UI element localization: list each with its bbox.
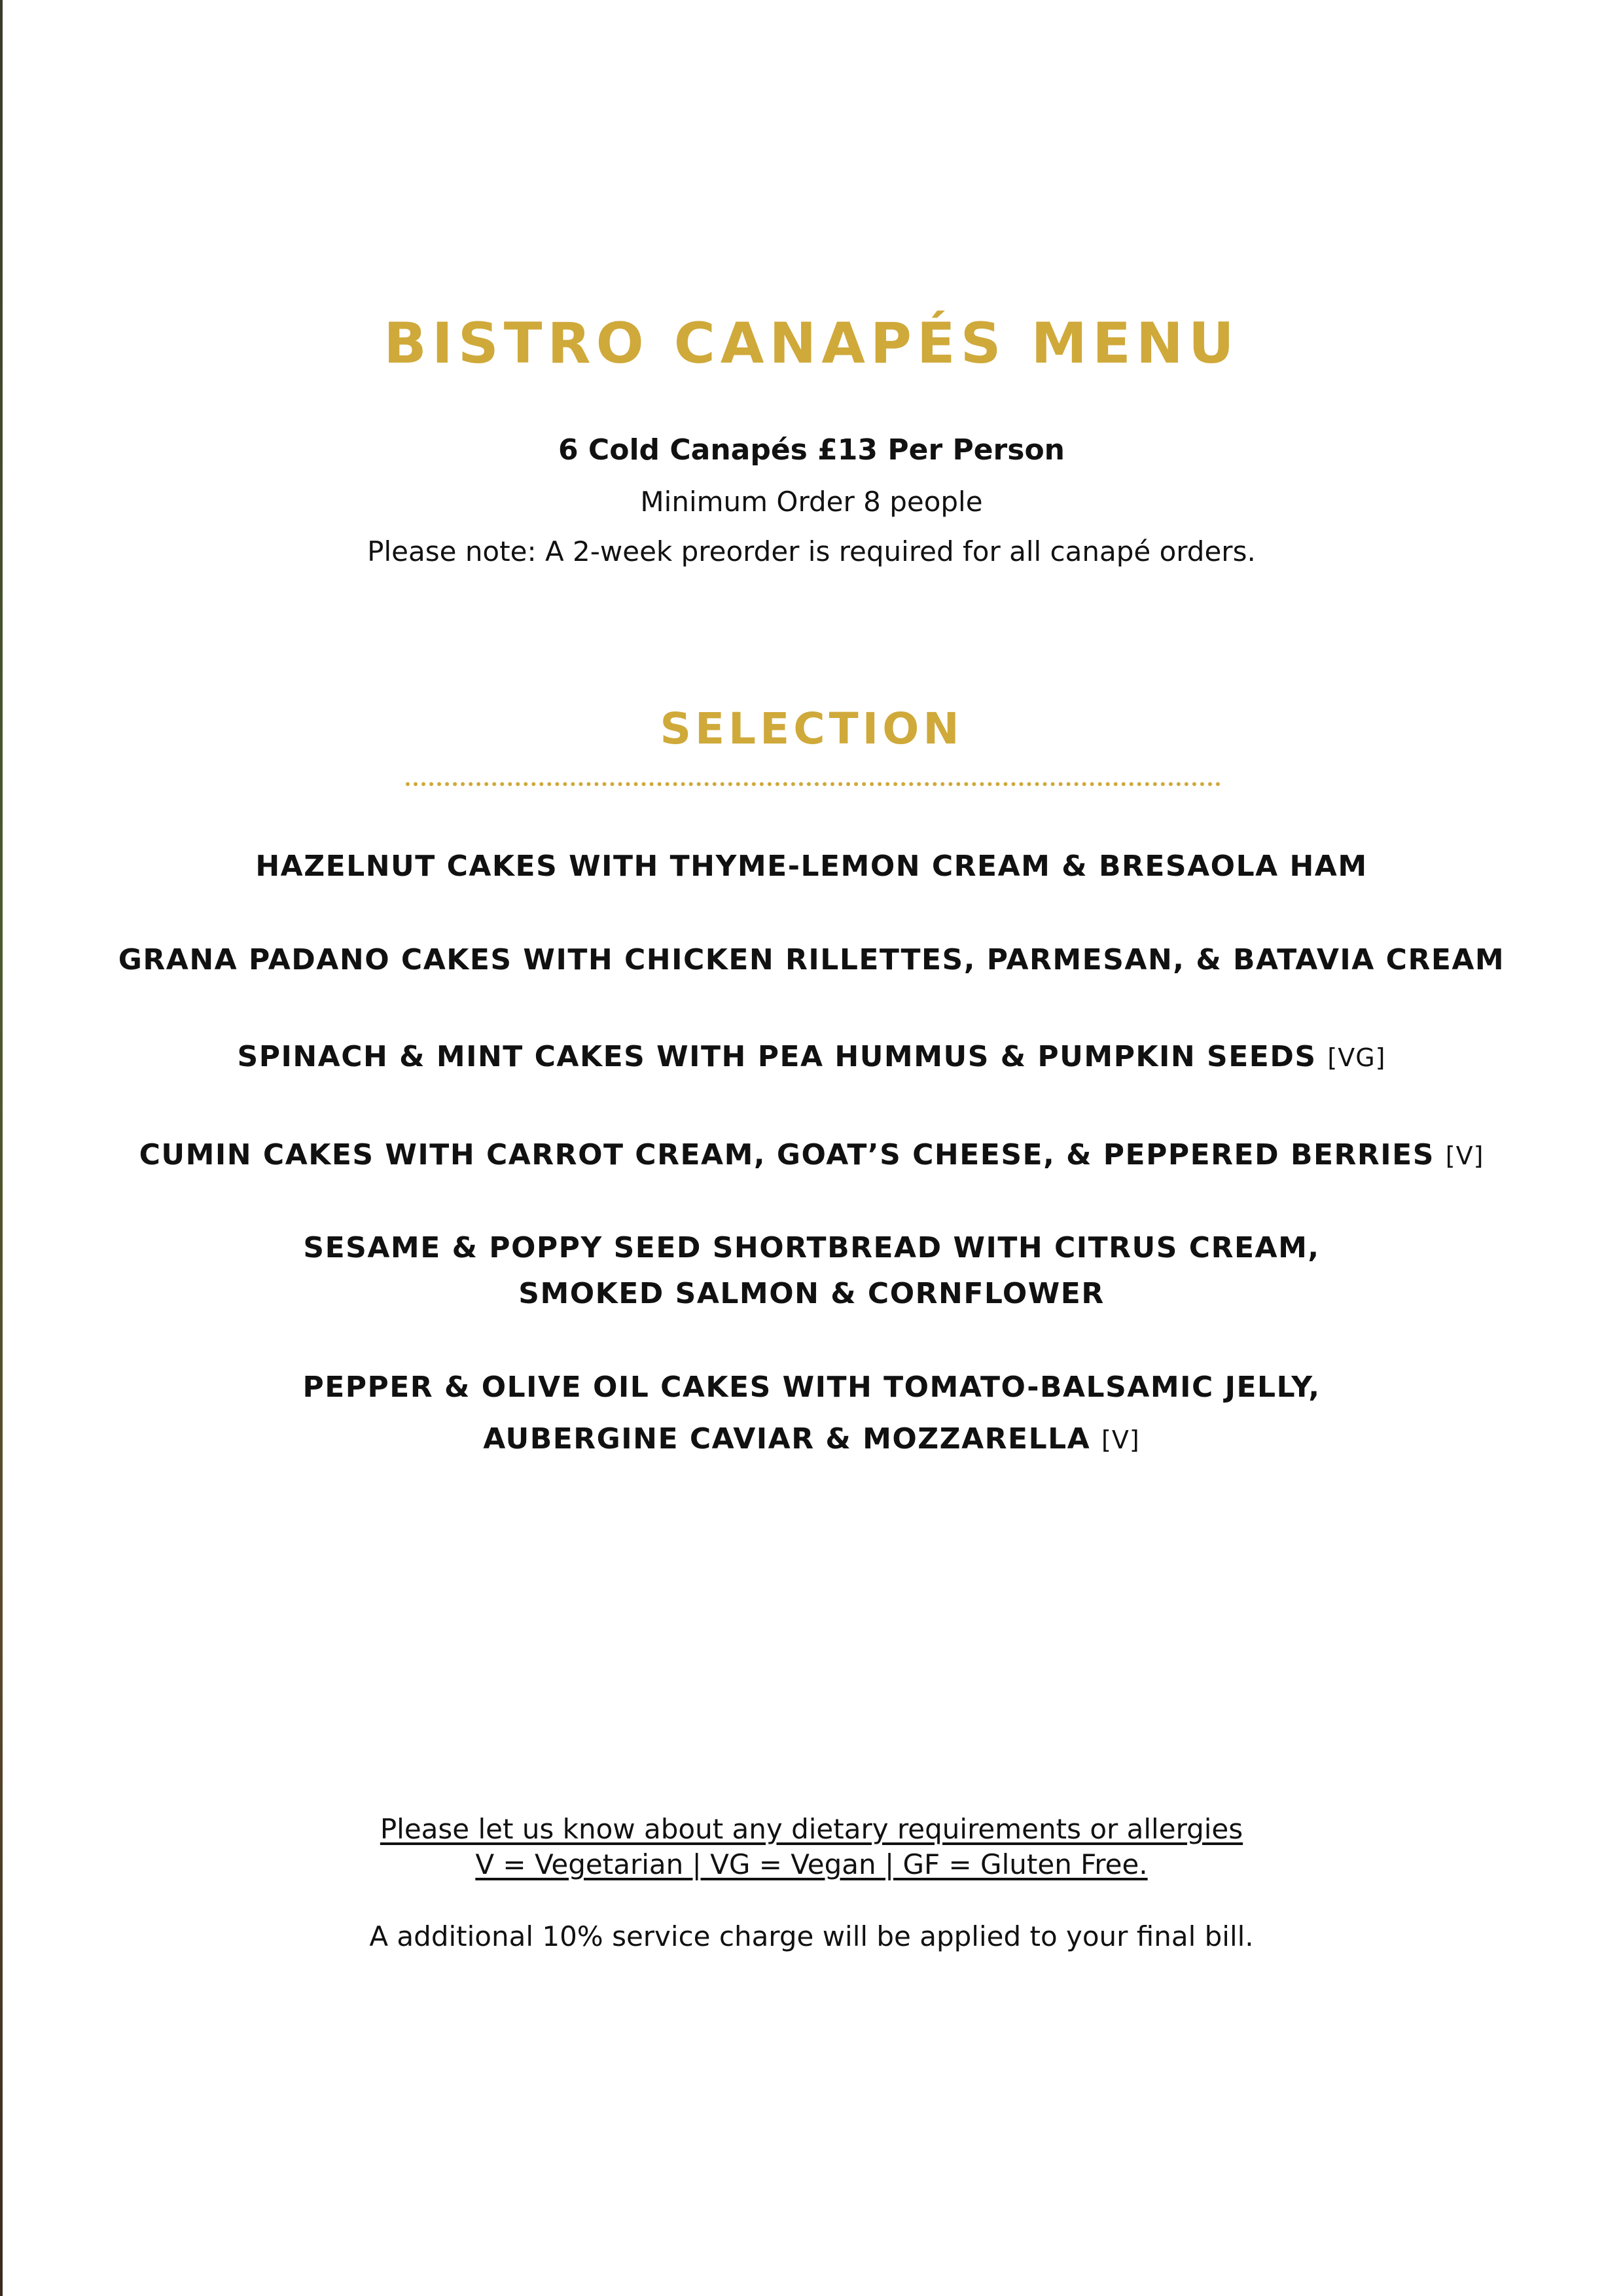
menu-item-text: AUBERGINE CAVIAR & MOZZARELLA (483, 1422, 1091, 1456)
dietary-tag: [VG] (1327, 1043, 1386, 1072)
menu-item (0, 943, 1623, 977)
menu-item (0, 850, 1623, 883)
minimum-order-line: Minimum Order 8 people (640, 486, 983, 518)
menu-item-text: GRANA PADANO CAKES WITH CHICKEN RILLETTES, PARMESAN, & BATAVIA CREAM (118, 943, 1505, 977)
preorder-note: Please note: A 2-week preorder is required for all canapé orders. (367, 535, 1256, 567)
dotted-divider (406, 782, 1221, 786)
dietary-request-text: Please let us know about any dietary requirements or allergies (380, 1813, 1243, 1845)
menu-item-text: SPINACH & MINT CAKES WITH PEA HUMMUS & PUMPKIN SEEDS (237, 1040, 1317, 1073)
menu-item-text: SESAME & POPPY SEED SHORTBREAD WITH CITRUS CREAM, (303, 1231, 1320, 1265)
menu-item (0, 1138, 1623, 1172)
menu-item-line-2 (0, 1422, 1623, 1456)
menu-item-line-1 (0, 1231, 1623, 1265)
dietary-legend-text: V = Vegetarian | VG = Vegan | GF = Gluten Free. (475, 1848, 1148, 1880)
dietary-tag: [V] (1445, 1141, 1484, 1170)
menu-item (0, 1040, 1623, 1073)
dietary-tag: [V] (1101, 1426, 1140, 1454)
dietary-legend (0, 1848, 1623, 1880)
menu-item-text: CUMIN CAKES WITH CARROT CREAM, GOAT’S CHEESE, & PEPPERED BERRIES (139, 1138, 1435, 1172)
selection-heading: SELECTION (660, 704, 963, 754)
menu-title: BISTRO CANAPÉS MENU (383, 311, 1240, 376)
offer-price-line: 6 Cold Canapés £13 Per Person (558, 433, 1065, 467)
service-charge-note: A additional 10% service charge will be applied to your final bill. (369, 1920, 1254, 1952)
menu-item-text: PEPPER & OLIVE OIL CAKES WITH TOMATO-BALSAMIC JELLY, (302, 1371, 1321, 1404)
menu-item-text: SMOKED SALMON & CORNFLOWER (518, 1277, 1105, 1310)
menu-item-line-2 (0, 1277, 1623, 1310)
dietary-request-note (0, 1813, 1623, 1845)
menu-item-line-1 (0, 1371, 1623, 1404)
menu-item-text: HAZELNUT CAKES WITH THYME-LEMON CREAM & BRESAOLA HAM (255, 850, 1368, 883)
